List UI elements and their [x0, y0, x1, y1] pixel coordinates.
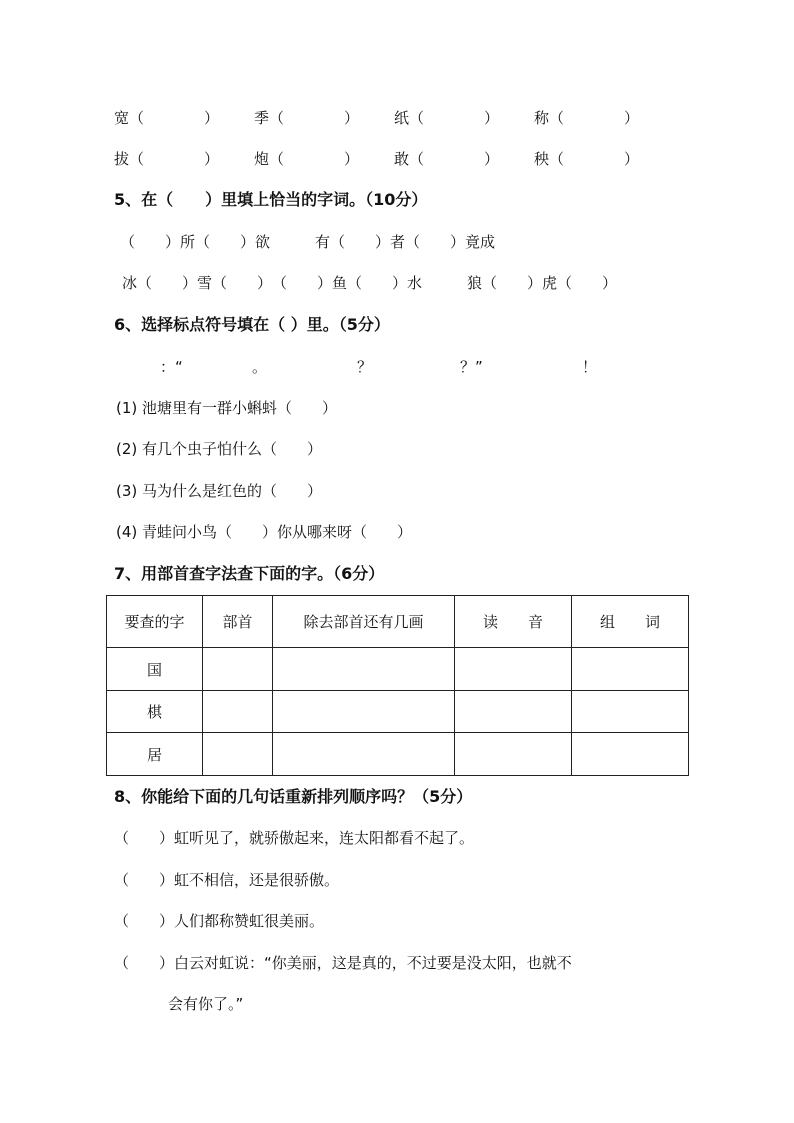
sentence-item: (1) 池塘里有一群小蝌蚪（ ）: [116, 399, 338, 417]
char-blank: 纸（ ）: [394, 109, 500, 127]
section-6-heading: 6、选择标点符号填在（ ）里。（5分）: [114, 315, 390, 334]
ordering-item: （ ）白云对虹说：“你美丽，这是真的，不过要是没太阳，也就不: [114, 954, 572, 972]
table-row: [107, 691, 689, 733]
header-cell: 要查的字: [107, 596, 203, 648]
table-row: [107, 733, 689, 776]
char-blank: 称（ ）: [534, 109, 640, 127]
header-cell: 读 音: [455, 596, 572, 648]
answer-cell[interactable]: [455, 691, 572, 733]
answer-cell[interactable]: [273, 733, 455, 776]
sentence-item: (4) 青蛙问小鸟（ ）你从哪来呀（ ）: [116, 523, 413, 541]
radical-lookup-table: [106, 595, 689, 776]
ordering-item: （ ）人们都称赞虹很美丽。: [114, 912, 325, 930]
answer-cell[interactable]: [203, 648, 273, 691]
section-7-heading: 7、用部首查字法查下面的字。（6分）: [114, 564, 385, 583]
punctuation-symbol: 。: [252, 358, 268, 376]
answer-cell[interactable]: [203, 733, 273, 776]
header-cell: 组 词: [572, 596, 689, 648]
header-cell: 除去部首还有几画: [273, 596, 455, 648]
punctuation-symbol: ？: [357, 358, 373, 376]
idiom-line-1: （ ）所（ ）欲 有（ ）者（ ）竟成: [120, 233, 496, 251]
answer-cell[interactable]: [455, 733, 572, 776]
answer-cell[interactable]: [203, 691, 273, 733]
lookup-char: 国: [107, 648, 203, 691]
char-blank: 秧（ ）: [534, 150, 640, 168]
section-8-heading: 8、你能给下面的几句话重新排列顺序吗？（5分）: [114, 787, 473, 806]
punctuation-symbol: ？”: [460, 358, 483, 376]
char-blank: 宽（ ）: [114, 109, 220, 127]
answer-cell[interactable]: [572, 691, 689, 733]
punctuation-symbol: ：“: [160, 358, 183, 376]
char-blank: 季（ ）: [254, 109, 360, 127]
punctuation-symbol: ！: [582, 358, 598, 376]
answer-cell[interactable]: [273, 648, 455, 691]
ordering-item: （ ）虹听见了，就骄傲起来，连太阳都看不起了。: [114, 829, 475, 847]
ordering-item: （ ）虹不相信，还是很骄傲。: [114, 871, 340, 889]
char-blank: 炮（ ）: [254, 150, 360, 168]
answer-cell[interactable]: [572, 733, 689, 776]
answer-cell[interactable]: [455, 648, 572, 691]
sentence-item: (3) 马为什么是红色的（ ）: [116, 482, 323, 500]
section-5-heading: 5、在（ ）里填上恰当的字词。（10分）: [114, 190, 428, 209]
answer-cell[interactable]: [572, 648, 689, 691]
char-blank: 敢（ ）: [394, 150, 500, 168]
sentence-item: (2) 有几个虫子怕什么（ ）: [116, 440, 323, 458]
ordering-item-continuation: 会有你了。”: [168, 995, 244, 1013]
header-cell: 部首: [203, 596, 273, 648]
table-row: [107, 648, 689, 691]
lookup-char: 居: [107, 733, 203, 776]
char-blank: 拔（ ）: [114, 150, 220, 168]
idiom-line-2: 冰（ ）雪（ ） （ ）鱼（ ）水 狼（ ）虎（ ）: [122, 274, 618, 292]
answer-cell[interactable]: [273, 691, 455, 733]
lookup-char: 棋: [107, 691, 203, 733]
table-header-row: [107, 596, 689, 648]
